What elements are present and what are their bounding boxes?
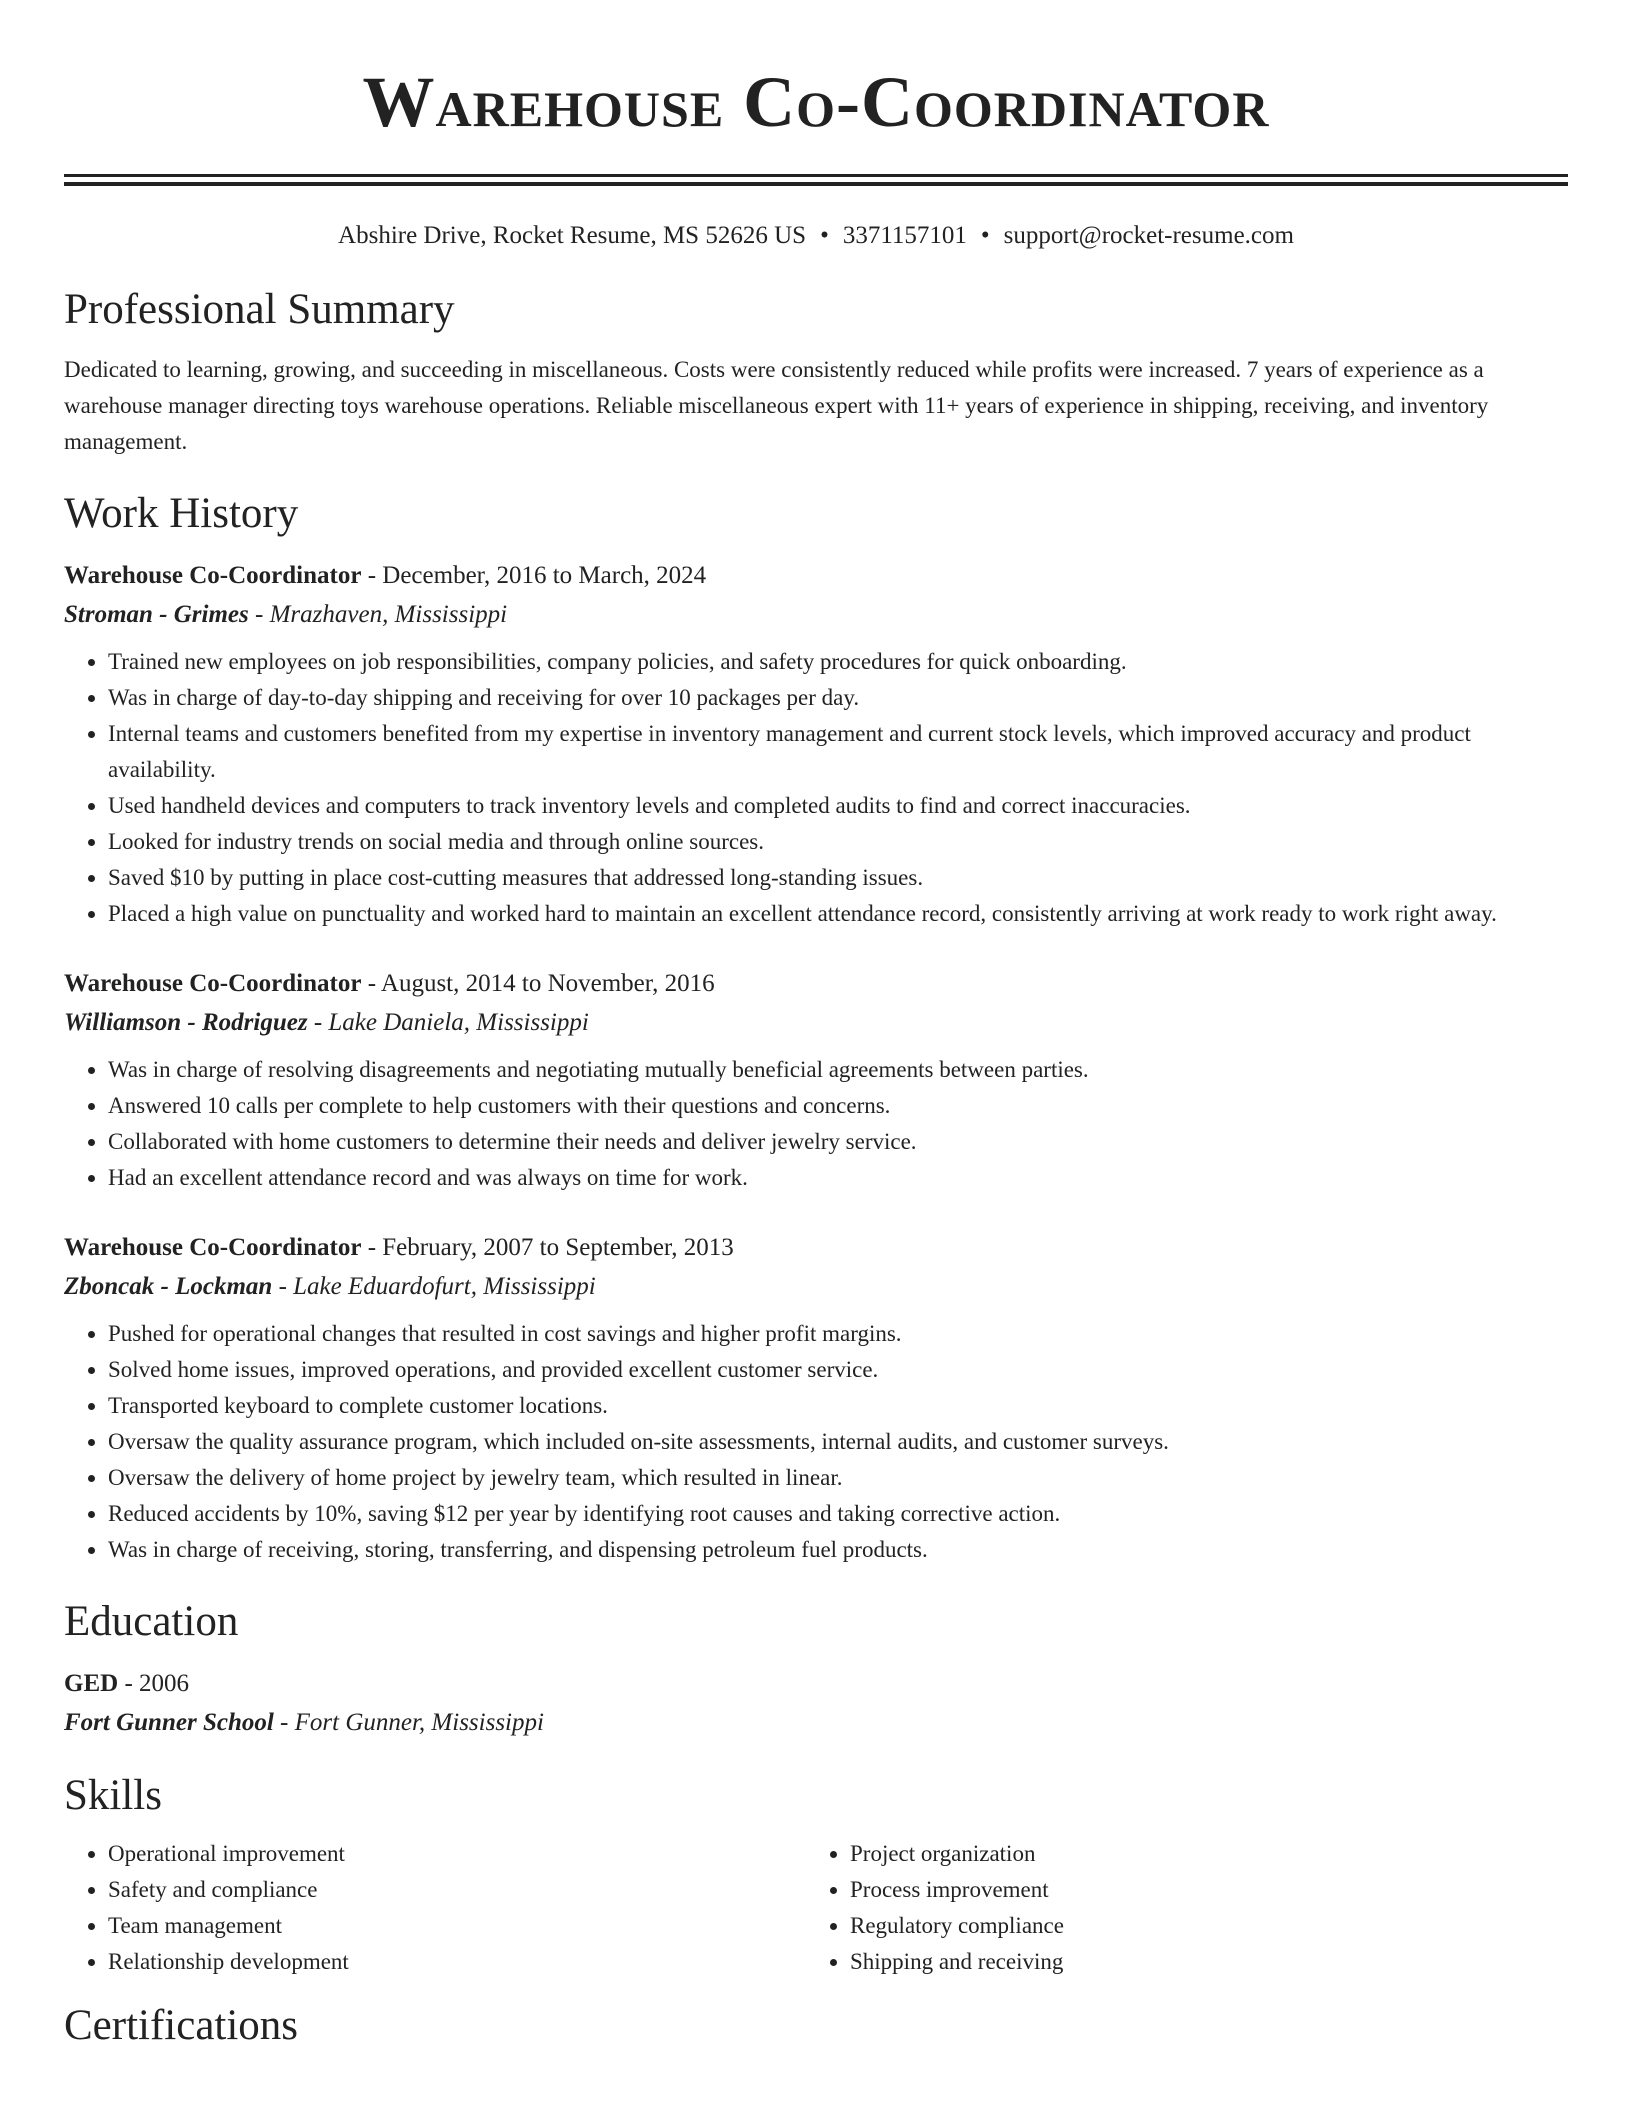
skill-item: • Relationship development: [108, 1944, 806, 1980]
skill-item: • Safety and compliance: [108, 1872, 806, 1908]
education-school-line: [64, 1704, 1568, 1742]
job-company-line: [64, 596, 1568, 634]
contact-address: Abshire Drive, Rocket Resume, MS 52626 US: [338, 222, 807, 249]
summary-heading: Professional Summary: [64, 286, 455, 333]
job-company: Stroman - Grimes: [64, 601, 249, 628]
skills-column-right: [806, 1836, 1548, 1980]
job-bullet: • Internal teams and customers benefited from my expertise in inventory management and current stock levels, which improved accuracy and product availability.: [108, 716, 1568, 788]
job-dates: - February, 2007 to September, 2013: [361, 1234, 734, 1261]
contact-phone: 3371157101: [842, 222, 967, 249]
education-entry: [64, 1664, 1568, 1742]
contact-email: support@rocket-resume.com: [1003, 222, 1294, 249]
education-degree-line: [64, 1664, 1568, 1704]
job-dates: - August, 2014 to November, 2016: [361, 970, 715, 997]
job-bullet: • Looked for industry trends on social media and through online sources.: [108, 824, 1568, 860]
job-title-line: [64, 1228, 1568, 1268]
education-degree: GED: [64, 1670, 119, 1697]
job-title-line: [64, 964, 1568, 1004]
summary-text: Dedicated to learning, growing, and succeeding in miscellaneous. Costs were consistently reduced while profits were increased. 7 years of experience as a warehouse manager directing toys warehouse operations. Reliable miscellaneous expert with 11+ years of experience in shipping, receiving, and inventory management.: [64, 357, 1489, 454]
job-bullet: • Trained new employees on job responsibilities, company policies, and safety procedures for quick onboarding.: [108, 644, 1568, 680]
education-heading: Education: [64, 1598, 239, 1645]
skills-column-left: [64, 1836, 806, 1980]
job-entry: [64, 964, 1568, 1196]
job-bullet: • Collaborated with home customers to determine their needs and deliver jewelry service.: [108, 1124, 1568, 1160]
job-bullet: • Had an excellent attendance record and was always on time for work.: [108, 1160, 1568, 1196]
skills-grid: [64, 1836, 1568, 1980]
job-location: - Lake Eduardofurt, Mississippi: [272, 1273, 596, 1300]
skill-item: • Shipping and receiving: [850, 1944, 1548, 1980]
skills-heading: Skills: [64, 1772, 162, 1819]
job-title-line: [64, 556, 1568, 596]
job-bullets: [64, 1316, 1568, 1568]
job-bullet: • Oversaw the quality assurance program, which included on-site assessments, internal audits, and customer surveys.: [108, 1424, 1568, 1460]
job-bullet: • Used handheld devices and computers to track inventory levels and completed audits to find and correct inaccuracies.: [108, 788, 1568, 824]
job-bullets: [64, 644, 1568, 932]
job-bullet: • Oversaw the delivery of home project by jewelry team, which resulted in linear.: [108, 1460, 1568, 1496]
skill-item: • Project organization: [850, 1836, 1548, 1872]
certifications-heading: Certifications: [64, 2002, 299, 2049]
skill-item: • Team management: [108, 1908, 806, 1944]
contact-separator: •: [820, 222, 829, 249]
job-bullet: • Solved home issues, improved operations, and provided excellent customer service.: [108, 1352, 1568, 1388]
job-bullet: • Transported keyboard to complete customer locations.: [108, 1388, 1568, 1424]
job-dates: - December, 2016 to March, 2024: [361, 562, 707, 589]
contact-separator: •: [980, 222, 990, 249]
contact-line: [64, 220, 1568, 252]
job-bullet: • Was in charge of receiving, storing, transferring, and dispensing petroleum fuel products.: [108, 1532, 1568, 1568]
job-bullet: • Pushed for operational changes that resulted in cost savings and higher profit margins.: [108, 1316, 1568, 1352]
job-role: Warehouse Co-Coordinator: [64, 1234, 362, 1261]
job-location: - Mrazhaven, Mississippi: [248, 601, 508, 628]
job-entry: [64, 556, 1568, 932]
job-bullet: • Saved $10 by putting in place cost-cutting measures that addressed long-standing issues.: [108, 860, 1568, 896]
job-bullet: • Placed a high value on punctuality and worked hard to maintain an excellent attendance record, consistently arriving at work ready to work right away.: [108, 896, 1568, 932]
skill-item: • Operational improvement: [108, 1836, 806, 1872]
skill-item: • Process improvement: [850, 1872, 1548, 1908]
job-bullets: [64, 1052, 1568, 1196]
job-role: Warehouse Co-Coordinator: [64, 970, 362, 997]
job-bullet: • Answered 10 calls per complete to help customers with their questions and concerns.: [108, 1088, 1568, 1124]
education-location: - Fort Gunner, Mississippi: [273, 1709, 544, 1736]
job-bullet: • Was in charge of day-to-day shipping and receiving for over 10 packages per day.: [108, 680, 1568, 716]
resume-name: Warehouse Co-Coordinator: [362, 62, 1270, 142]
header-divider: [64, 174, 1568, 186]
education-year: - 2006: [118, 1670, 190, 1697]
job-role: Warehouse Co-Coordinator: [64, 562, 362, 589]
job-location: - Lake Daniela, Mississippi: [307, 1009, 589, 1036]
job-bullet: • Was in charge of resolving disagreements and negotiating mutually beneficial agreements between parties.: [108, 1052, 1568, 1088]
job-company-line: [64, 1004, 1568, 1042]
education-school: Fort Gunner School: [64, 1709, 274, 1736]
job-entry: [64, 1228, 1568, 1568]
job-bullet: • Reduced accidents by 10%, saving $12 per year by identifying root causes and taking corrective action.: [108, 1496, 1568, 1532]
job-company: Williamson - Rodriguez: [64, 1009, 308, 1036]
job-company: Zboncak - Lockman: [64, 1273, 273, 1300]
skill-item: • Regulatory compliance: [850, 1908, 1548, 1944]
job-company-line: [64, 1268, 1568, 1306]
work-history-heading: Work History: [64, 490, 299, 537]
